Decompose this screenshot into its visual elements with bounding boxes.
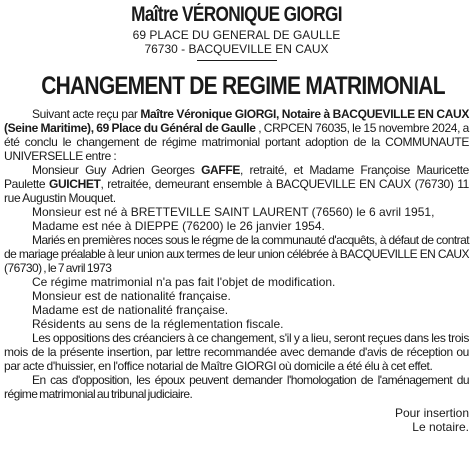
husband-surname: GAFFE [201, 163, 240, 177]
address-line-2: 76730 - BACQUEVILLE EN CAUX [144, 42, 329, 56]
signature-line-1: Pour insertion [394, 406, 469, 420]
wife-birth: Madame est née à DIEPPE (76200) le 26 janvier 1954. [32, 219, 325, 233]
notary-name: Maître VÉRONIQUE GIORGI [131, 3, 342, 26]
wife-surname: GUICHET [48, 177, 101, 191]
address-line-1: 69 PLACE DU GENERAL DE GAULLE [132, 28, 341, 42]
husband-birth: Monsieur est né à BRETTEVILLE SAINT LAURENT (76560) le 6 avril 1951, [32, 205, 435, 219]
parties-middle: , retraité, et Madame Françoise Mauricette Paulette [4, 163, 470, 191]
deed-details: , CRPCEN 76035, le 15 novembre 2024, a été conclu le changement de régime matrimonial portant adoption de la COMMUNAUTE UNIVERSELLE entre : [4, 121, 469, 163]
regime-unmodified: Ce régime matrimonial n'a pas fait l'objet de modification. [32, 275, 336, 289]
signature-line-2: Le notaire. [412, 420, 469, 434]
tax-residency: Résidents au sens de la réglementation fiscale. [32, 317, 284, 331]
parties-address: , retraitée, demeurant ensemble à BACQUEVILLE EN CAUX (76730) 11 rue Augustin Mouquet. [4, 177, 469, 205]
husband-nationality: Monsieur est de nationalité française. [32, 289, 231, 303]
notice-title: CHANGEMENT DE REGIME MATRIMONIAL [41, 72, 445, 100]
husband-first-names: Monsieur Guy Adrien Georges [32, 163, 202, 177]
paragraph-marriage: Mariés en premières noces sous le régme de la communauté d'acquêts, à défaut de contrat de mariage préalable à leur union aux termes de leur union célébrée à BACQUEVILLE EN CAUX (76730) , le 7 avril 1973 [4, 233, 469, 275]
header-divider [197, 60, 277, 61]
wife-nationality: Madame est de nationalité française. [32, 303, 229, 317]
signature-block [4, 406, 469, 434]
paragraph-parties [4, 163, 469, 205]
legal-notice [4, 2, 469, 434]
notary-reference: Maître Véronique GIORGI, Notaire à BACQUEVILLE EN CAUX (Seine Maritime), 69 Place du Général de Gaulle [4, 107, 469, 135]
notice-header [4, 2, 469, 61]
notice-body [4, 107, 469, 401]
deed-intro: Suivant acte reçu par [32, 107, 141, 121]
paragraph-homologation: En cas d'opposition, les époux peuvent demander l'homologation de l'aménagement du régime matrimonial au tribunal judiciaire. [4, 373, 469, 401]
paragraph-oppositions: Les oppositions des créanciers à ce changement, s'il y a lieu, seront reçues dans les trois mois de la présente insertion, par lettre recommandée avec demande d'avis de réception ou par acte d'huissier, en l'office notarial de Maître GIORGI où domicile a été élu à cet effet. [4, 331, 469, 373]
paragraph-deed [4, 107, 469, 163]
